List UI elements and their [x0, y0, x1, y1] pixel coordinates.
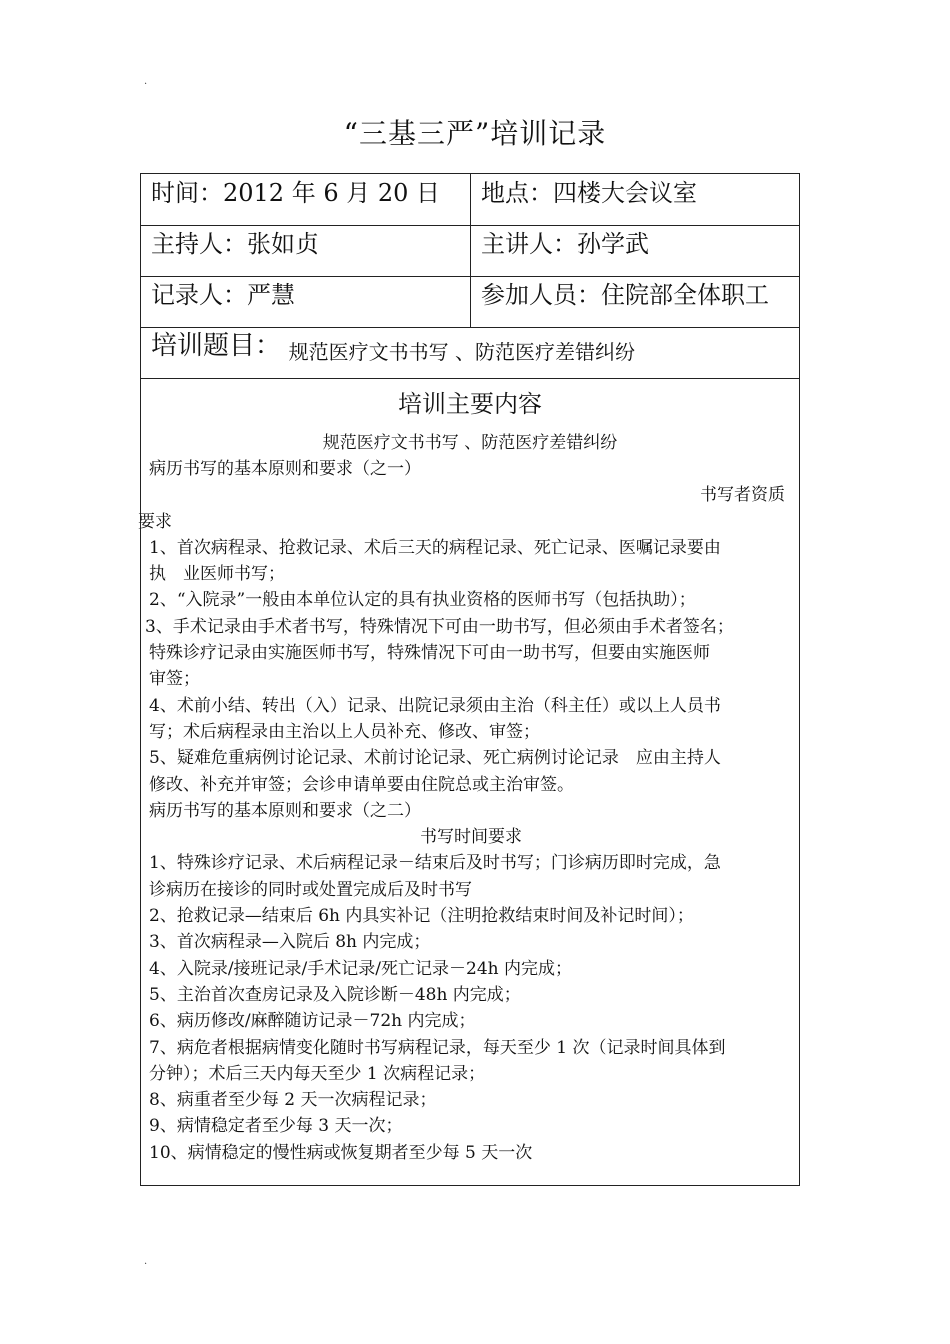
content-line: 诊病历在接诊的同时或处置完成后及时书写: [149, 879, 472, 900]
time-field: 时间：2012 年 6 月 20 日: [141, 174, 471, 225]
page-title: “三基三严”培训记录: [343, 117, 607, 150]
content-line: 写；术后病程录由主治以上人员补充、修改、审签；: [149, 721, 540, 742]
form-row-recorder-participants: [141, 276, 799, 328]
content-line: 4、入院录/接班记录/手术记录/死亡记录－24h 内完成；: [149, 958, 572, 979]
participants-field: 参加人员：住院部全体职工: [481, 281, 769, 309]
content-line: 书写时间要求: [420, 827, 522, 848]
content-line: 书写者资质: [700, 485, 785, 506]
content-line: 3、首次病程录—入院后 8h 内完成；: [149, 932, 431, 953]
content-line: 病历书写的基本原则和要求（之一）: [149, 459, 421, 479]
content-line: 5、主治首次查房记录及入院诊断－48h 内完成；: [149, 984, 521, 1005]
content-line: 8、病重者至少每 2 天一次病程记录；: [149, 1090, 437, 1111]
content-line: 执 业医师书写；: [149, 564, 285, 585]
topic-label: 培训题目：: [151, 331, 282, 361]
content-line: 1、特殊诊疗记录、术后病程记录－结束后及时书写；门诊病历即时完成，急: [149, 853, 721, 874]
content-line: 5、疑难危重病例讨论记录、术前讨论记录、死亡病例讨论记录 应由主持人: [149, 748, 721, 769]
content-line: 要求: [138, 511, 172, 532]
content-line: 病历书写的基本原则和要求（之二）: [149, 800, 421, 821]
content-subtitle: 规范医疗文书书写 、防范医疗差错纠纷: [322, 433, 618, 453]
form-row-host-speaker: [141, 225, 799, 277]
content-heading: 培训主要内容: [398, 390, 542, 418]
page-top-mark: .: [144, 76, 148, 87]
content-line: 修改、补充并审签；会诊申请单要由住院总或主治审签。: [149, 774, 574, 795]
form-row-topic: [141, 327, 799, 379]
content-line: 1、首次病程录、抢救记录、术后三天的病程记录、死亡记录、医嘱记录要由: [149, 537, 721, 558]
location-field: 地点：四楼大会议室: [481, 179, 697, 207]
form-row-time-location: [141, 174, 799, 226]
content-line: 9、病情稳定者至少每 3 天一次；: [149, 1116, 403, 1137]
host-field: 主持人：张如贞: [141, 225, 471, 276]
content-line: 3、手术记录由手术者书写，特殊情况下可由一助书写，但必须由手术者签名；: [145, 616, 734, 637]
topic-value: 规范医疗文书书写 、防范医疗差错纠纷: [288, 340, 636, 364]
page-bottom-mark: .: [144, 1256, 148, 1267]
content-line: 分钟）；术后三天内每天至少 1 次病程记录；: [149, 1063, 486, 1084]
topic-field: [141, 327, 799, 378]
training-record-form: [140, 173, 800, 1186]
content-line: 6、病历修改/麻醉随访记录－72h 内完成；: [149, 1011, 476, 1032]
content-line: 10、病情稳定的慢性病或恢复期者至少每 5 天一次: [149, 1142, 533, 1163]
content-line: 7、病危者根据病情变化随时书写病程记录，每天至少 1 次（记录时间具体到: [149, 1037, 726, 1058]
content-line: 审签；: [149, 669, 200, 690]
speaker-field: 主讲人：孙学武: [481, 230, 649, 258]
training-content-section: [138, 378, 799, 1166]
recorder-field: 记录人：严慧: [141, 276, 471, 327]
content-line: 4、术前小结、转出（入）记录、出院记录须由主治（科主任）或以上人员书: [149, 695, 721, 716]
content-line: 2、抢救记录—结束后 6h 内具实补记（注明抢救结束时间及补记时间）；: [149, 906, 694, 927]
content-line: 2、“入院录”一般由本单位认定的具有执业资格的医师书写（包括执助）；: [149, 590, 696, 611]
content-line: 特殊诊疗记录由实施医师书写，特殊情况下可由一助书写，但要由实施医师: [149, 643, 710, 664]
